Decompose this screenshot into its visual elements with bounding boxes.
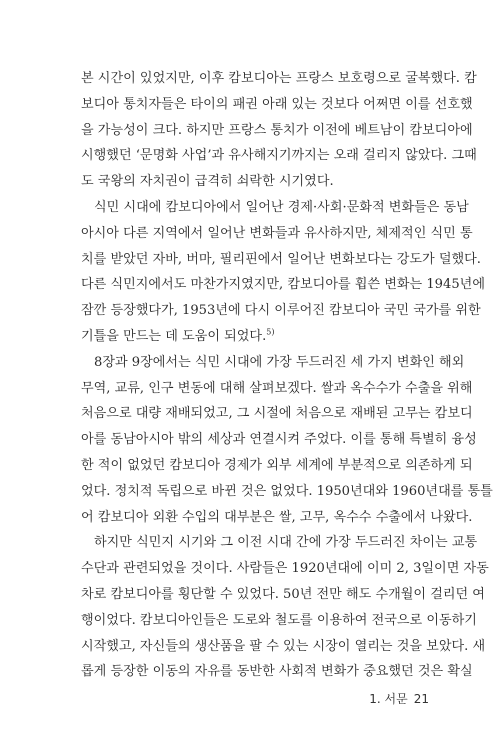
text-line: 치를 받았던 자바, 버마, 필리핀에서 일어난 변화보다는 강도가 덜했다. [81,251,481,267]
text-line: 8장과 9장에서는 식민 시대에 가장 두드러진 세 가지 변화인 해외 [94,354,465,370]
body-text [81,66,493,685]
running-footer-chapter: 1. 서문 [369,692,408,706]
text-line: 아를 동남아시아 밖의 세상과 연결시켜 주었다. 이를 통해 특별히 융성 [81,432,477,448]
text-line: 어 캄보디아 외환 수입의 대부분은 쌀, 고무, 옥수수 수출에서 나왔다. [81,509,473,525]
text-line: 행이었다. 캄보디아인들은 도로와 철도를 이용하여 전국으로 이동하기 [81,612,477,628]
text-line: 본 시간이 있었지만, 이후 캄보디아는 프랑스 보호령으로 굴복했다. 캄 [81,71,477,86]
text-line: 시작했고, 자신들의 생산품을 팔 수 있는 시장이 열리는 것을 보았다. 새 [81,638,486,654]
text-line: 수단과 관련되었을 것이다. 사람들은 1920년대에 이미 2, 3일이면 자동 [81,561,489,577]
text-line: 도 국왕의 자치권이 급격히 쇠락한 시기였다. [81,174,334,190]
text-line: 시행했던 ‘문명화 사업’과 유사해지기까지는 오래 걸리지 않았다. 그때 [81,148,477,164]
page-footer [369,690,429,707]
text-line: 을 가능성이 크다. 하지만 프랑스 통치가 이전에 베트남이 캄보디아에 [81,122,473,138]
text-line: 아시아 다른 지역에서 일어난 변화들과 유사하지만, 체제적인 식민 통 [81,225,473,241]
page-number: 21 [413,692,429,706]
text-line: 하지만 식민지 시기와 그 이전 시대 간에 가장 두드러진 차이는 교통 [94,535,478,551]
text-line: 차로 캄보디아를 횡단할 수 있었다. 50년 전만 해도 수개월이 걸리던 여 [81,586,485,602]
text-line: 보디아 통치자들은 타이의 패권 아래 있는 것보다 어쩌면 이를 선호했 [81,96,473,112]
text-line: 한 적이 없었던 캄보디아 경제가 외부 세계에 부분적으로 의존하게 되 [81,457,473,473]
text-line: 롭게 등장한 이동의 자유를 동반한 사회적 변화가 중요했던 것은 확실 [81,664,473,680]
text-line: 처음으로 대량 재배되었고, 그 시절에 처음으로 재배된 고무는 캄보디 [81,406,473,422]
footnote-marker: 5) [266,327,275,337]
text-line: 었다. 정치적 독립으로 바뀐 것은 없었다. 1950년대와 1960년대를 통틀 [81,483,493,499]
text-line: 식민 시대에 캄보디아에서 일어난 경제·사회·문화적 변화들은 동남 [94,199,469,215]
text-line: 다른 식민지에서도 마찬가지였지만, 캄보디아를 휩쓴 변화는 1945년에 [81,277,485,293]
text-line: 잠깐 등장했다가, 1953년에 다시 이루어진 캄보디아 국민 국가를 위한 [81,303,481,319]
text-line [81,324,429,350]
text-line-content: 기틀을 만드는 데 도움이 되었다. [81,328,267,344]
text-line: 무역, 교류, 인구 변동에 대해 살펴보겠다. 쌀과 옥수수가 수출을 위해 [81,380,473,396]
